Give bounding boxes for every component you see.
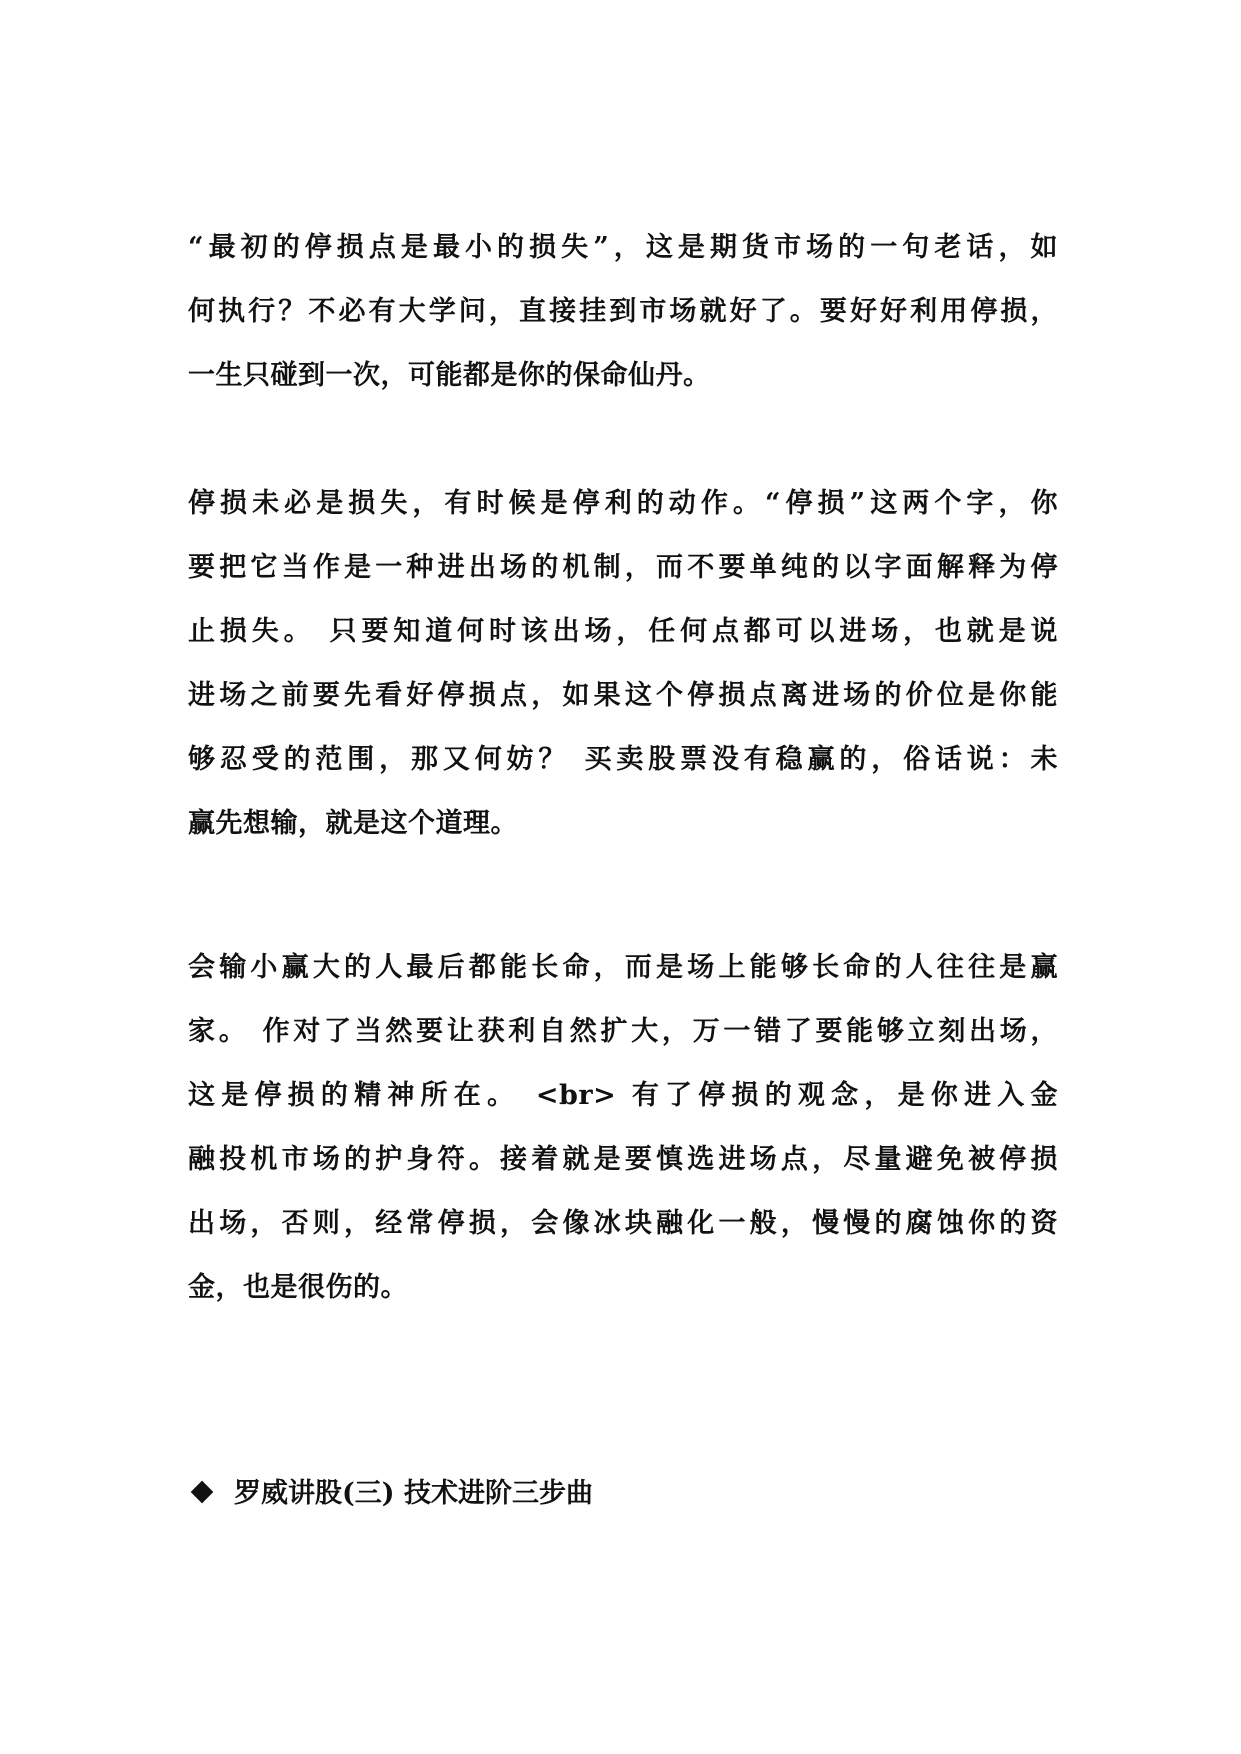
section-heading-text: 罗威讲股(三) 技术进阶三步曲 <box>234 1478 593 1509</box>
diamond-bullet-icon <box>191 1481 214 1504</box>
text-line: 够忍受的范围，那又何妨？ 买卖股票没有稳赢的，俗话说：未 <box>188 744 1058 775</box>
section-heading <box>188 1462 593 1526</box>
text-line: 何执行？不必有大学问，直接挂到市场就好了。要好好利用停损， <box>188 296 1058 327</box>
text-line: 家。 作对了当然要让获利自然扩大，万一错了要能够立刻出场， <box>188 1016 1058 1047</box>
paragraph-stop-loss-intro <box>188 216 1058 408</box>
text-line: 赢先想输，就是这个道理。 <box>188 808 518 839</box>
text-line: 一生只碰到一次，可能都是你的保命仙丹。 <box>188 360 711 391</box>
text-line: 会输小赢大的人最后都能长命，而是场上能够长命的人往往是赢 <box>188 952 1058 983</box>
text-line: 止损失。 只要知道何时该出场，任何点都可以进场，也就是说 <box>188 616 1058 647</box>
text-line: 进场之前要先看好停损点，如果这个停损点离进场的价位是你能 <box>188 680 1058 711</box>
text-line: 这是停损的精神所在。 <br> 有了停损的观念，是你进入金 <box>188 1080 1058 1111</box>
text-line: 金，也是很伤的。 <box>188 1272 408 1303</box>
paragraph-stop-loss-mechanism <box>188 472 1058 856</box>
text-line: 停损未必是损失，有时候是停利的动作。“停损”这两个字，你 <box>188 488 1058 519</box>
text-line: 要把它当作是一种进出场的机制，而不要单纯的以字面解释为停 <box>188 552 1058 583</box>
text-line: 融投机市场的护身符。接着就是要慎选进场点，尽量避免被停损 <box>188 1144 1058 1175</box>
text-line: “最初的停损点是最小的损失”，这是期货市场的一句老话，如 <box>188 232 1058 263</box>
text-line: 出场，否则，经常停损，会像冰块融化一般，慢慢的腐蚀你的资 <box>188 1208 1058 1239</box>
paragraph-small-loss-big-win <box>188 936 1058 1320</box>
